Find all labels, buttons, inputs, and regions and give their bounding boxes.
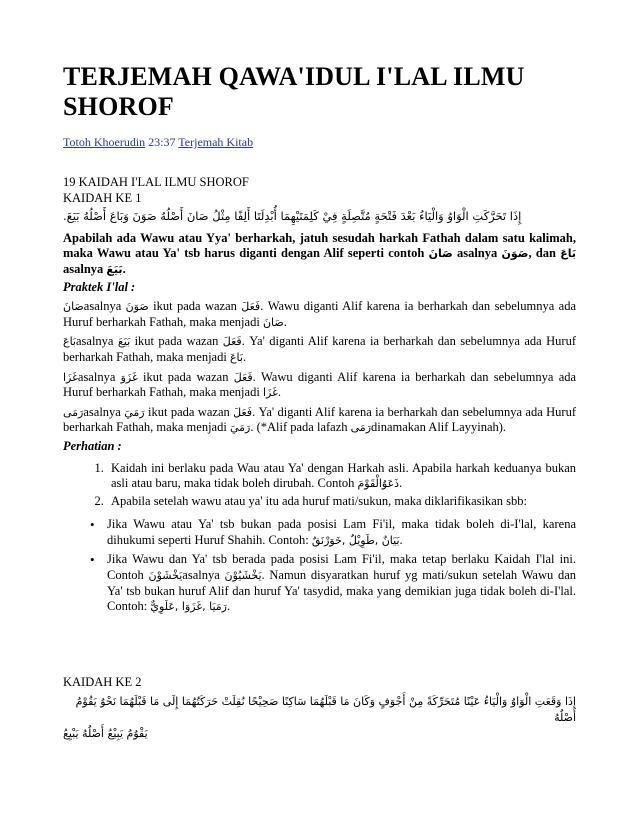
list-item bbox=[107, 517, 576, 548]
word: يَخْشَوْنَ bbox=[148, 569, 183, 583]
text: . bbox=[283, 314, 287, 329]
word: ذَعَوُالْقَوْمَ bbox=[357, 477, 400, 491]
text: . bbox=[226, 599, 231, 614]
text: asalnya bbox=[83, 299, 122, 314]
text: . Ya' diganti Alif karena ia berharkah dan sebelumnya ada Huruf berharkah Fathah, maka menjadi bbox=[63, 334, 577, 364]
text: ikut pada wazan bbox=[148, 404, 230, 419]
list-item bbox=[107, 552, 576, 614]
kaidah-1-heading: KAIDAH KE 1 bbox=[63, 190, 142, 205]
list-item bbox=[107, 461, 576, 492]
translation-text-d: asalnya bbox=[63, 261, 104, 276]
perhatian-heading: Perhatian : bbox=[63, 438, 122, 453]
word: رَمَيَا ,غَزَوَا ,عَلَوِيٌّ bbox=[150, 600, 227, 614]
text: Jika Wawu atau Ya' tsb bukan pada posisi Lam Fi'il, maka tidak boleh di-I'lal, karena dihukumi seperti Huruf Shahih. Contoh: bbox=[107, 517, 576, 547]
text: . Ya' diganti Alif karena ia berharkah dan sebelumnya ada Huruf berharkah Fathah, maka menjadi bbox=[63, 404, 577, 435]
example-word: بَيَعَ bbox=[106, 262, 123, 276]
word: رَمَى bbox=[350, 421, 372, 435]
text: ikut pada wazan bbox=[153, 299, 237, 314]
list-item bbox=[107, 494, 576, 510]
example-word: صَوَنَ bbox=[501, 247, 529, 261]
perhatian-list bbox=[63, 461, 576, 510]
spacer bbox=[63, 619, 576, 675]
example-word: بَاعَ bbox=[560, 247, 576, 261]
text: . bbox=[277, 385, 281, 400]
word: فَعَلَ bbox=[241, 300, 261, 314]
word: بَاعَ bbox=[63, 335, 76, 349]
praktek-list bbox=[63, 299, 576, 436]
word: فَعَلَ bbox=[222, 335, 242, 349]
word: بَيَانٌ ,طَوِيْلٌ ,خَوَرْنَقٌ bbox=[311, 533, 400, 547]
praktek-item bbox=[63, 405, 576, 436]
text: Jika Wawu dan Ya' tsb berada pada posisi Lam Fi'il, maka tetap berlaku Kaidah I'lal ini. Contoh bbox=[107, 552, 576, 583]
word: غَزَا bbox=[262, 386, 278, 400]
text: asalnya bbox=[83, 404, 121, 419]
praktek-item bbox=[63, 299, 576, 330]
word: يَخْشَيُوْنَ bbox=[224, 569, 262, 583]
post-meta bbox=[63, 134, 576, 150]
text: asalnya bbox=[75, 334, 114, 349]
text: . bbox=[399, 532, 403, 547]
article-body bbox=[63, 175, 576, 742]
text: . (*Alif pada lafazh bbox=[250, 420, 348, 435]
word: غَزَا bbox=[63, 370, 78, 384]
text: . Namun disyaratkan huruf yg mati/sukun setelah Wawu dan Ya' tsb bukan huruf Alif dan huruf Ya' tasydid, maka yang demikian juga tidak boleh di-I'lal. Contoh: bbox=[107, 568, 577, 614]
kaidah-2-arabic-rule: إِذَا وَقَعَتِ الْوَاوُ وَالْيَاءُ عَيْنًا مُتَحَرِّكَةً مِنْ أَجْوَفٍ وَكَانَ مَا قَبْلَهُمَا سَاكِنًا صَحِيْحًا نُقِلَتْ حَرَكَتُهُمَا إِلَى مَا قَبْلَهُمَا نَحْوُ يَقُوْمُ أَصْلُهُ bbox=[75, 695, 576, 725]
text: dinamakan Alif Layyinah). bbox=[371, 420, 507, 435]
word: صَانَ bbox=[262, 315, 284, 329]
text: asalnya bbox=[182, 568, 220, 583]
kaidah-1-translation: Apabilah ada Wawu atau Yya' berharkah, jatuh sesudah harkah Fathah dalam satu kalimah, maka Wawu atau Ya' tsb harus diganti dengan Alif seperti contoh صَانَ asalnya صَوَنَ, dan بَاعَ asalnya بَيَعَ. bbox=[63, 230, 576, 276]
text: . Wawu diganti Alif karena ia berharkah dan sebelumnya ada Huruf berharkah Fathah, maka menjadi bbox=[63, 299, 577, 329]
word: بَيَعَ bbox=[117, 335, 131, 349]
word: صَانَ bbox=[63, 300, 84, 314]
post-time[interactable]: 23:37 bbox=[148, 135, 176, 149]
translation-text-b: asalnya bbox=[456, 246, 498, 261]
praktek-item bbox=[63, 370, 576, 401]
kaidah-2-arabic-rule-cont: يَقْوُمُ يَبِيْعُ أَصْلُهُ يَبْيِعُ bbox=[63, 727, 148, 741]
praktek-heading: Praktek I'lal : bbox=[63, 279, 136, 294]
text: . bbox=[399, 476, 403, 491]
kaidah-1-arabic-rule: إِذَا تَحَرَّكَتِ الْوَاوُ وَالْيَاءُ بَعْدَ فَتْحَةٍ مُتَّصِلَةٍ فِيْ كَلِمَتَيْهِمَا أُبْدِلَتَا أَلِفًا مِثْلُ صَانَ أَصْلُهُ صَوَنَ وَبَاعَ أَصْلُهُ بَيَعَ. bbox=[63, 209, 522, 224]
text: ikut pada wazan bbox=[134, 334, 219, 349]
kaidah-2-heading: KAIDAH KE 2 bbox=[63, 674, 142, 689]
example-word: صَانَ bbox=[428, 247, 453, 261]
text: Apabila setelah wawu atau ya' itu ada huruf mati/sukun, maka diklarifikasikan sbb: bbox=[111, 493, 528, 508]
word: رَمَيَ bbox=[229, 421, 251, 435]
text: Kaidah ini berlaku pada Wau atau Ya' dengan Harkah asli. Apabila harkah keduanya bukan asli atau baru, maka tidak boleh dirubah. Contoh bbox=[111, 460, 576, 491]
author-link[interactable]: Totoh Khoerudin bbox=[63, 135, 146, 149]
section-heading: 19 KAIDAH I'LAL ILMU SHOROF bbox=[63, 175, 249, 189]
word: صَوَنَ bbox=[125, 300, 149, 314]
text: ikut pada wazan bbox=[143, 369, 229, 384]
word: رَمَيَ bbox=[124, 405, 145, 419]
bullet-list bbox=[63, 517, 576, 615]
text: . bbox=[242, 349, 247, 364]
category-link[interactable]: Terjemah Kitab bbox=[178, 135, 254, 149]
word: غَزَوَ bbox=[120, 370, 138, 384]
word: بَاعَ bbox=[229, 350, 243, 364]
word: فَعَلَ bbox=[233, 370, 253, 384]
translation-text-c: , dan bbox=[528, 246, 556, 261]
praktek-item bbox=[63, 334, 576, 365]
text: asalnya bbox=[77, 369, 116, 384]
translation-text-a: Apabilah ada Wawu atau Yya' berharkah, jatuh sesudah harkah Fathah dalam satu kalimah, maka Wawu atau Ya' tsb harus diganti dengan Alif seperti contoh bbox=[63, 230, 576, 261]
word: رَمَى bbox=[63, 405, 84, 419]
word: فَعَلَ bbox=[233, 405, 253, 419]
page-title: TERJEMAH QAWA'IDUL I'LAL ILMU SHOROF bbox=[63, 62, 525, 121]
text: . Wawu diganti Alif karena ia berharkah dan sebelumnya ada Huruf berharkah Fathah, maka menjadi bbox=[63, 369, 577, 400]
